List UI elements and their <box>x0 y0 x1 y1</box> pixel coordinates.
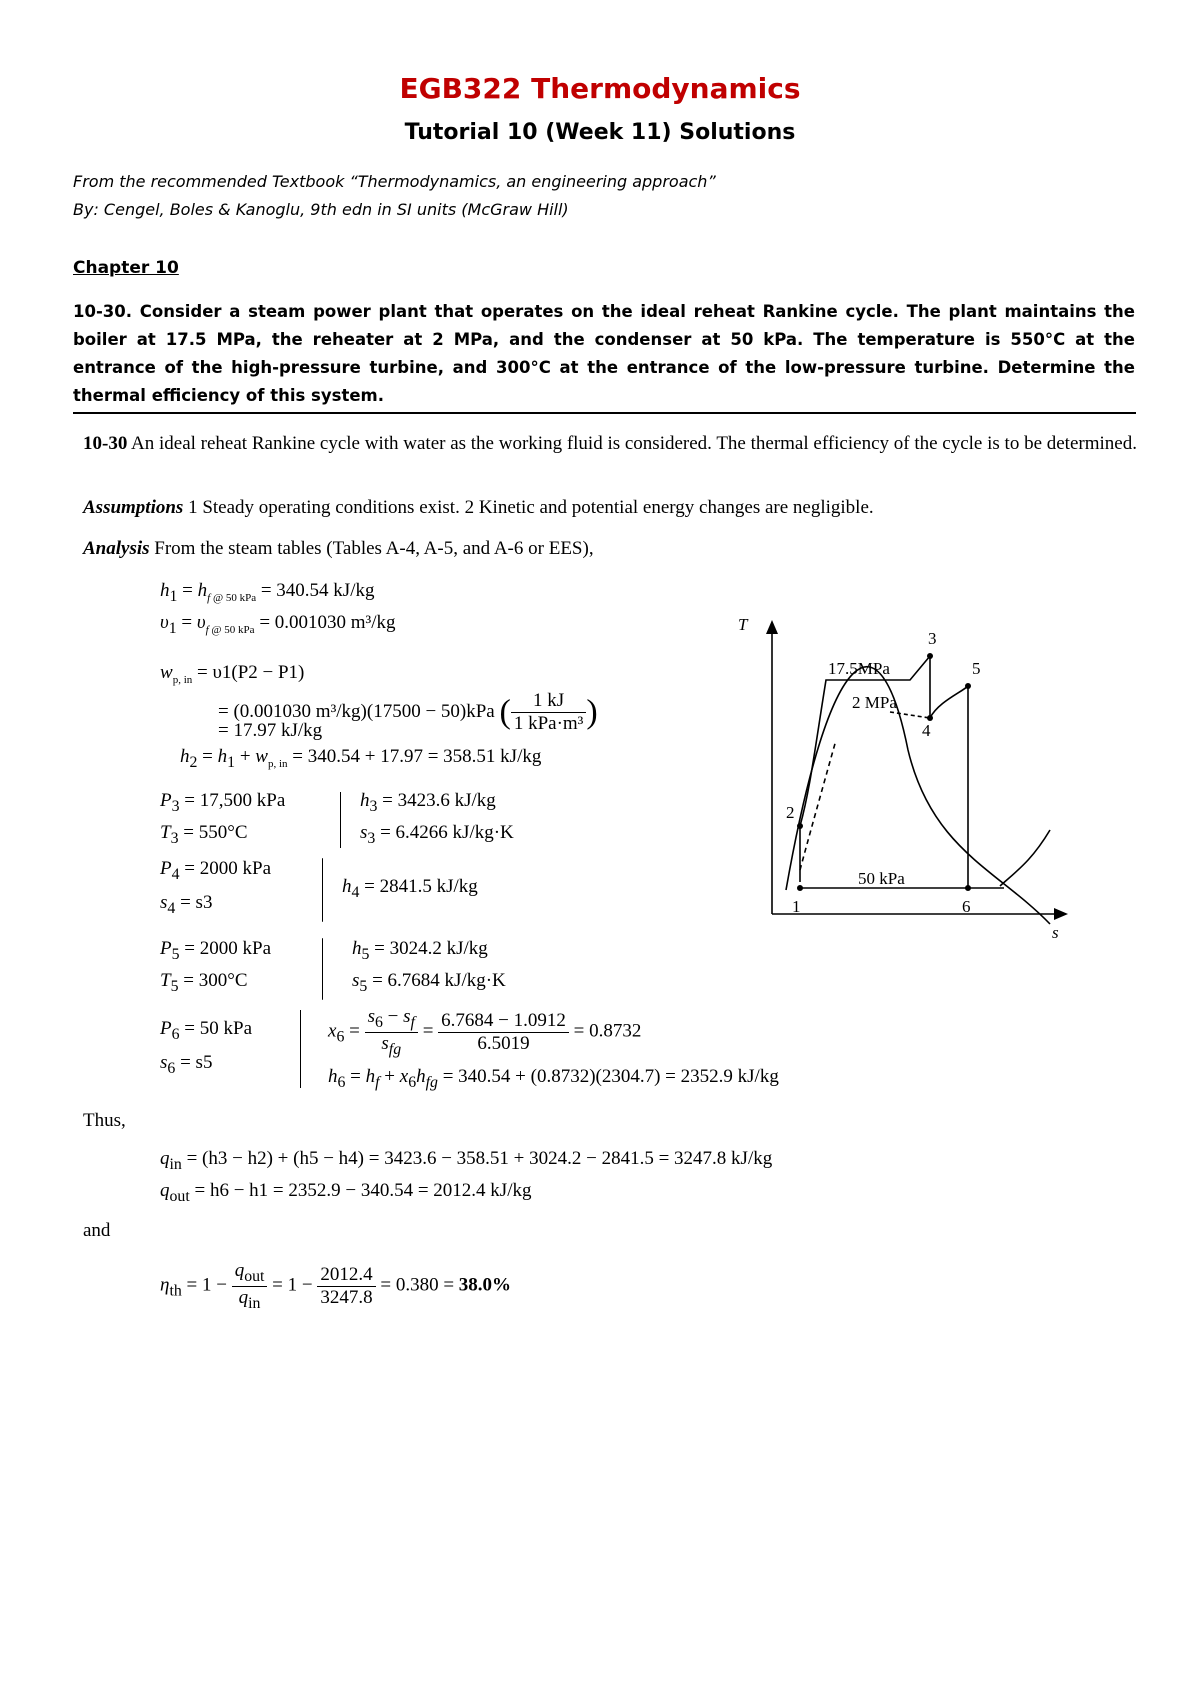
assumptions-text: 1 Steady operating conditions exist. 2 Kinetic and potential energy changes are negligible. <box>188 497 874 518</box>
and-label: and <box>83 1220 111 1241</box>
eq-P5: $P_5 = 2000$ kPa <box>160 938 271 963</box>
assumptions <box>83 497 874 519</box>
document-title: EGB322 Thermodynamics <box>399 72 801 105</box>
eq-h2: $h_2 = h_1 + w_{p, in} = 340.54 + 17.97 = 358.51$ kJ/kg <box>180 746 542 771</box>
pressure-label-high: 17.5MPa <box>828 659 890 678</box>
t-axis-label: T <box>738 615 748 634</box>
eq-s4: $s_4 = s3$ <box>160 892 213 917</box>
eq-h4: $h_4 = 2841.5$ kJ/kg <box>342 876 478 901</box>
solution-intro-text: An ideal reheat Rankine cycle with water as the working fluid is considered. The thermal efficiency of the cycle is to be determined. <box>131 433 1137 454</box>
state-point-6 <box>965 885 971 891</box>
superheat-curve <box>1000 830 1050 886</box>
thus-label: Thus, <box>83 1110 126 1131</box>
eq-s3: $s_3 = 6.4266$ kJ/kg·K <box>360 822 514 847</box>
analysis-label: Analysis <box>83 538 150 559</box>
s-axis-label: s <box>1052 923 1059 942</box>
textbook-authors: By: Cengel, Boles & Kanoglu, 9th edn in SI units (McGraw Hill) <box>73 200 569 219</box>
point-label-6: 6 <box>962 897 971 916</box>
efficiency-fraction: $\frac{2012.4}{3247.8}$ <box>317 1264 375 1309</box>
problem-number: 10-30. <box>73 302 133 321</box>
eq-h5: $h_5 = 3024.2$ kJ/kg <box>352 938 488 963</box>
saturation-dome <box>786 667 1050 924</box>
textbook-reference: From the recommended Textbook “Thermodynamics, an engineering approach” <box>73 172 716 191</box>
x6-fraction: $\frac{6.7684 - 1.0912}{6.5019}$ <box>438 1010 569 1055</box>
solution-number: 10-30 <box>83 433 128 454</box>
eq-h1: $h_1 = h_{f @ 50 kPa} = 340.54$ kJ/kg <box>160 580 375 605</box>
brace-state5 <box>322 938 323 1000</box>
eq-P4: $P_4 = 2000$ kPa <box>160 858 271 883</box>
point-label-2: 2 <box>786 803 795 822</box>
process-4-5 <box>930 686 968 718</box>
analysis <box>83 538 594 560</box>
brace-state3 <box>340 792 341 848</box>
eq-wp-1: $w_{p, in} = \upsilon 1(P2 - P1)$ <box>160 662 305 686</box>
section-divider <box>73 412 1136 414</box>
state-point-1 <box>797 885 803 891</box>
isobar-2mpa <box>890 712 930 718</box>
problem-text: Consider a steam power plant that operates on the ideal reheat Rankine cycle. The plant maintains the boiler at 17.5 MPa, the reheater at 2 MPa, and the condenser at 50 kPa. The temperature is 550°C at the entrance of the high-pressure turbine, and 300°C at the entrance of the low-pressure turbine. Determine the thermal efficiency of this system. <box>73 302 1135 405</box>
assumptions-label: Assumptions <box>83 497 184 518</box>
unit-conversion-fraction: $\frac{1 kJ}{\text{1 kPa·m³}}$ <box>511 690 587 735</box>
point-label-5: 5 <box>972 659 981 678</box>
s-axis-arrow <box>1054 908 1068 920</box>
brace-state6 <box>300 1010 301 1088</box>
brace-state4 <box>322 858 323 922</box>
eq-wp-3: = 17.97 kJ/kg <box>218 720 323 741</box>
problem-statement <box>73 298 1135 410</box>
eq-T5: $T_5 = 300^\circ C$ <box>160 970 248 995</box>
eq-h6: $h_6 = h_f + x_6h_{fg} = 340.54 + (0.8732)(2304.7) = 2352.9$ kJ/kg <box>328 1066 779 1091</box>
ts-diagram <box>738 600 1100 942</box>
eq-efficiency: $\eta_{th} = 1$ − $\frac{q_{out}}{q_{in}}$ = 1 − $\frac{2012.4}{3247.8}$ = 0.380 = 38.0% <box>160 1260 512 1312</box>
point-label-4: 4 <box>922 721 931 740</box>
pressure-label-low: 50 kPa <box>858 869 905 888</box>
state-point-2 <box>797 823 803 829</box>
eq-s5: $s_5 = 6.7684$ kJ/kg·K <box>352 970 506 995</box>
eq-wp-2: = (0.001030 m³/kg)(17500 − 50)kPa ( $\frac{1 kJ}{\text{1 kPa·m³}}$ ) <box>218 690 598 734</box>
chapter-heading: Chapter 10 <box>73 258 179 278</box>
document-subtitle: Tutorial 10 (Week 11) Solutions <box>404 120 796 145</box>
eq-P6: $P_6 = 50$ kPa <box>160 1018 252 1043</box>
t-axis-arrow <box>766 620 778 634</box>
eq-P3: $P_3 = 17,500$ kPa <box>160 790 286 815</box>
solution-intro <box>83 428 1138 460</box>
analysis-text: From the steam tables (Tables A-4, A-5, and A-6 or EES), <box>154 538 594 559</box>
eq-qin: $q_{in} = (h3 - h2) + (h5 - h4) = 3423.6 - 358.51 + 3024.2 - 2841.5 = 3247.8$ kJ/kg <box>160 1148 773 1173</box>
state-point-5 <box>965 683 971 689</box>
eq-qout: $q_{out} = h6 - h1 = 2352.9 - 340.54 = 2012.4$ kJ/kg <box>160 1180 532 1205</box>
eq-x6: $x_6$ = $\frac{s_6 - s_f}{s_{fg}}$ = $\frac{6.7684 - 1.0912}{6.5019}$ = 0.8732 <box>328 1006 642 1058</box>
state-point-3 <box>927 653 933 659</box>
eq-v1: $\upsilon_1 = \upsilon_{f @ 50 kPa} = 0.001030$ m³/kg <box>160 612 396 637</box>
efficiency-result: 38.0% <box>458 1274 512 1296</box>
pressure-label-mid: 2 MPa <box>852 693 897 712</box>
point-label-1: 1 <box>792 897 801 916</box>
eq-T3: $T_3 = 550^\circ C$ <box>160 822 248 847</box>
eq-h3: $h_3 = 3423.6$ kJ/kg <box>360 790 496 815</box>
point-label-3: 3 <box>928 629 937 648</box>
eq-s6: $s_6 = s5$ <box>160 1052 213 1077</box>
